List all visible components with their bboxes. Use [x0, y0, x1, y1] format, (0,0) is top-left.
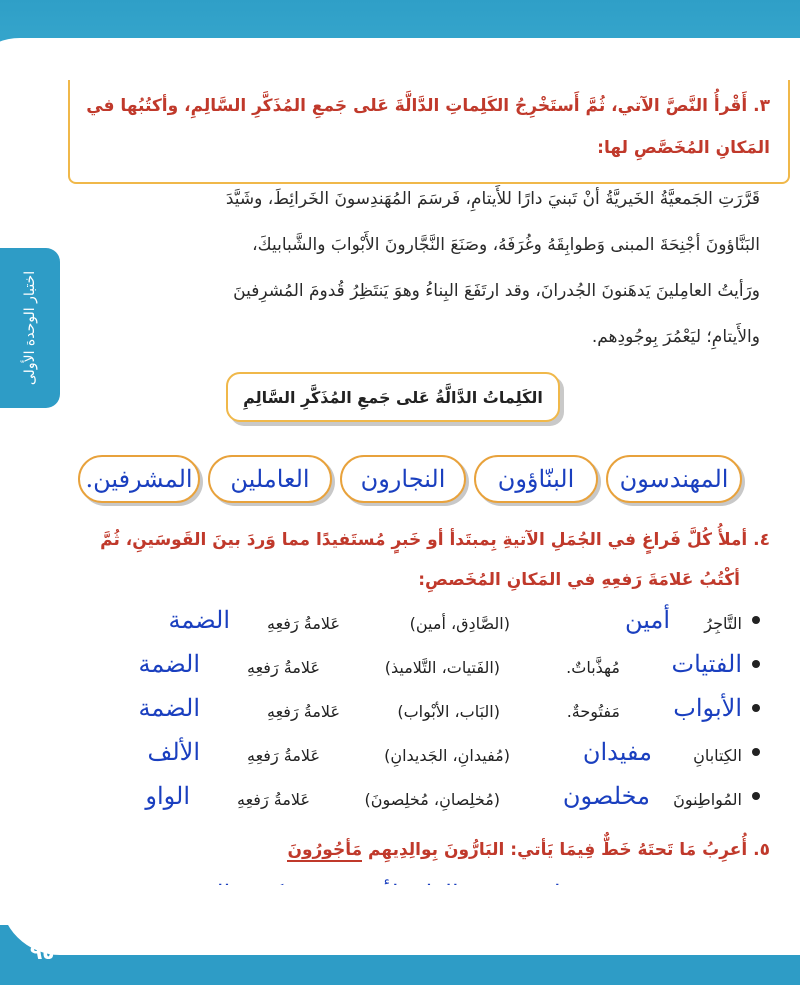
row-3-options: (البَاب، الأبْواب): [397, 702, 500, 721]
side-tab-label: اختبار الوحدة الأولى: [22, 270, 38, 386]
fill-row-5: [60, 782, 760, 822]
answer-word-1: المهندسون: [606, 455, 742, 503]
row-5-sign-label: عَلامةُ رَفعِهِ: [237, 790, 310, 809]
row-1-sign-answer[interactable]: الضمة: [168, 606, 230, 634]
passage-line-3: ورَأيتُ العامِلينَ يَدهَنونَ الجُدرانَ، وقد ارتَفَعَ البِناءُ وهوَ يَنتَظِرُ قُدومَ المُشرِفينَ: [233, 281, 760, 301]
row-5-sign-answer[interactable]: الواو: [145, 782, 190, 810]
question-3-title-line2: المَكانِ المُخَصَّصِ لها:: [597, 138, 770, 158]
answer-word-3: النجارون: [340, 455, 466, 503]
answer-word-4: العاملين: [208, 455, 332, 503]
passage-line-1: قَرَّرَتِ الجَمعيَّةُ الخَيريَّةُ أنْ تَبنيَ دارًا للأَيتامِ، فَرسَمَ المُهَندِسونَ الخَرائِطَ، وشَيَّدَ: [225, 189, 760, 209]
row-2-options: (الفَتيات، التَّلاميذ): [384, 658, 500, 677]
row-1-options: (الصَّادِق، أمين): [409, 614, 510, 633]
row-4-answer[interactable]: مفيدان: [582, 738, 652, 766]
bottom-decorative-band: [0, 925, 800, 985]
row-5-options: (مُخلِصانِ، مُخلِصونَ): [364, 790, 500, 809]
bullet-icon: [752, 616, 760, 624]
row-3-sign-label: عَلامةُ رَفعِهِ: [267, 702, 340, 721]
row-4-start: الكِتابانِ: [693, 746, 742, 765]
row-2-answer[interactable]: الفتيات: [671, 650, 742, 678]
passage-line-2: البَنَّاؤونَ أجْنِحَةَ المبنى وَطوابِقَهُ وغُرَفَهُ، وصَنَعَ النَّجَّارونَ الأَبْوابَ والشَّبابيكَ،: [252, 235, 760, 255]
row-4-sign-answer[interactable]: الألف: [147, 738, 200, 766]
row-2-sign-label: عَلامةُ رَفعِهِ: [247, 658, 320, 677]
passage-line-4: والأَيتامِ؛ ليَعْمُرَ بِوجُودِهم.: [591, 327, 760, 347]
fill-row-4: [60, 738, 760, 778]
row-3-sign-answer[interactable]: الضمة: [138, 694, 200, 722]
unit-side-tab[interactable]: [0, 248, 60, 408]
row-5-answer[interactable]: مخلصون: [562, 782, 650, 810]
row-4-sign-label: عَلامةُ رَفعِهِ: [247, 746, 320, 765]
question-5-underlined-word: مَأجُورُونَ: [287, 840, 363, 860]
fill-row-2: [60, 650, 760, 690]
question-5-title: [80, 830, 770, 870]
row-2-end: مُهذَّباتٌ.: [566, 658, 620, 677]
keywords-title-box: الكَلِماتُ الدَّالَّةُ عَلى جَمعِ المُذَكَّرِ السَّالِمِ: [226, 372, 560, 422]
top-decorative-band: [0, 0, 800, 78]
page-number: ٩٥: [30, 940, 55, 964]
row-4-options: (مُفيدانِ، الجَديدانِ): [384, 746, 510, 765]
bullet-icon: [752, 792, 760, 800]
question-5-prefix: ٥. أُعرِبُ مَا تَحتَهُ خَطٌّ فِيمَا يَأتي: البَارُّونَ بِوالِدِيهِم: [368, 840, 770, 860]
row-3-answer[interactable]: الأبواب: [673, 694, 742, 722]
fill-row-3: [60, 694, 760, 734]
bullet-icon: [752, 748, 760, 756]
question-4-title-line2: أكْتُبُ عَلامَةَ رَفعِهِ في المَكانِ المُخَصصِ:: [418, 570, 740, 590]
answer-word-2: البنّاؤون: [474, 455, 598, 503]
fill-row-1: [60, 606, 760, 646]
answer-word-5: المشرفين.: [78, 455, 200, 503]
row-1-sign-label: عَلامةُ رَفعِهِ: [267, 614, 340, 633]
row-1-start: التَّاجِرُ: [704, 614, 742, 633]
question-4-title-line1: ٤. أملأُ كُلَّ فَراغٍ في الجُمَلِ الآتيةِ بِمبتَدأ أو خَبرٍ مُستَفيدًا مما وَردَ بينَ القَوسَينِ، ثُمَّ: [100, 530, 770, 550]
bullet-icon: [752, 660, 760, 668]
row-1-answer[interactable]: أمين: [624, 606, 670, 634]
row-3-end: مَفتُوحةٌ.: [566, 702, 620, 721]
row-2-sign-answer[interactable]: الضمة: [138, 650, 200, 678]
bullet-icon: [752, 704, 760, 712]
row-5-start: المُواطِنونَ: [673, 790, 742, 809]
question-3-title-line1: ٣. أَقْرأُ النَّصَّ الآتي، ثُمَّ أَستَخْرِجُ الكَلِماتِ الدَّالَّةَ عَلى جَمعِ المُذَكَّرِ السَّالِمِ، وأكتُبُها في: [86, 96, 770, 116]
